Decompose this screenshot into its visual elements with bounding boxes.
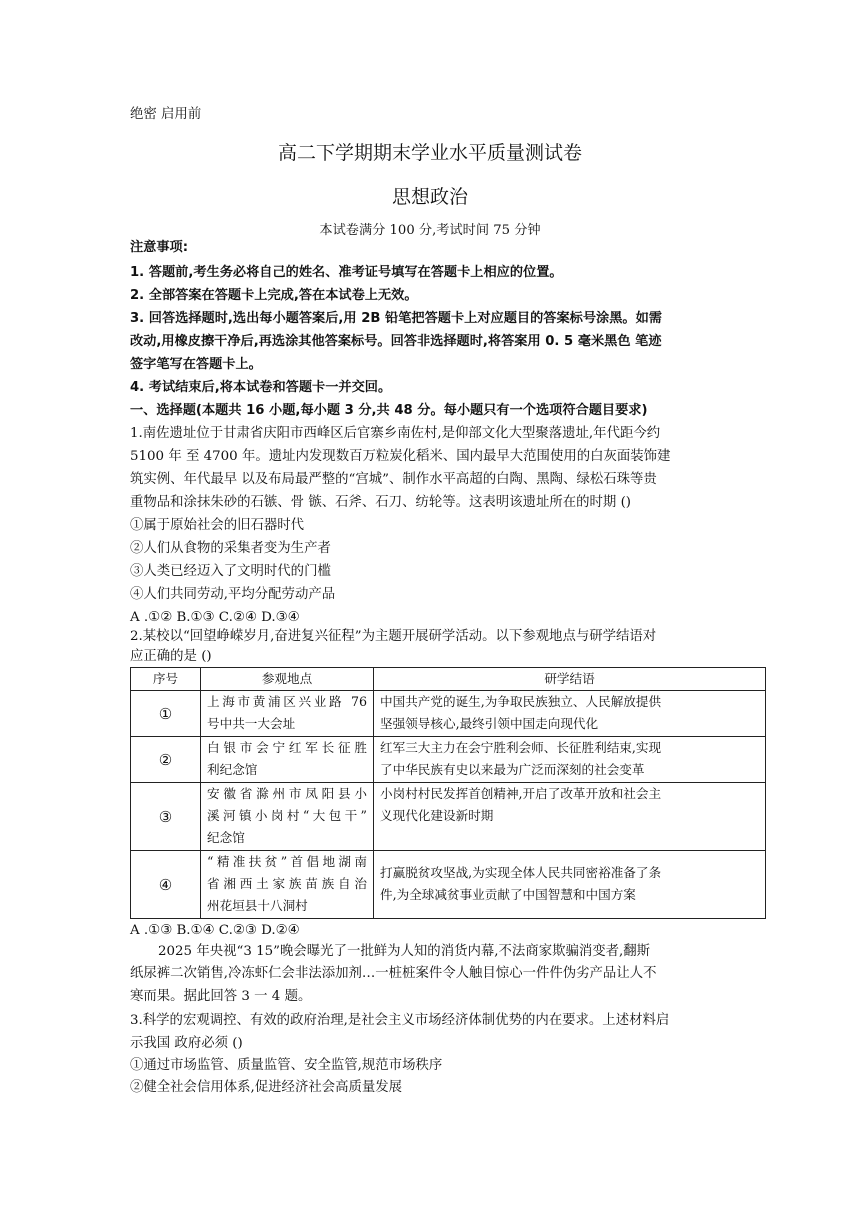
result-line: 红军三大主力在会宁胜利会师、长征胜利结束,实现	[380, 740, 662, 755]
row-number: ②	[131, 737, 201, 783]
q1-choices: A .①② B.①③ C.②④ D.③④	[130, 610, 300, 625]
notice-line: 4. 考试结束后,将本试卷和答题卡一并交回。	[130, 380, 392, 395]
table-row	[131, 851, 766, 919]
row-result	[374, 851, 766, 919]
q3-option: ②健全社会信用体系,促进经济社会高质量发展	[130, 1080, 403, 1095]
q2-choices: A .①③ B.①④ C.②③ D.②④	[130, 923, 300, 938]
table-row	[131, 691, 766, 737]
row-result	[374, 783, 766, 851]
section-heading: 一、选择题(本题共 16 小题,每小题 3 分,共 48 分。每小题只有一个选项符合题目要求)	[130, 403, 648, 418]
result-line: 小岗村村民发挥首创精神,开启了改革开放和社会主	[380, 786, 662, 801]
q1-option: ③人类已经迈入了文明时代的门槛	[130, 564, 331, 579]
notice-line: 签字笔写在答题卡上。	[130, 357, 262, 372]
place-line: 号中共一大会址	[207, 716, 296, 731]
result-line: 件,为全球减贫事业贡献了中国智慧和中国方案	[380, 887, 636, 902]
place-line: 州花垣县十八洞村	[207, 898, 308, 913]
q3-stem: 示我国 政府必须 ()	[130, 1036, 243, 1051]
material-line: 纸尿裤二次销售,冷冻虾仁会非法添加剂…一桩桩案件令人触目惊心一件件伪劣产品让人不	[130, 966, 657, 981]
exam-title: 高二下学期期末学业水平质量测试卷	[277, 142, 582, 164]
material-line: 寒而果。据此回答 3 一 4 题。	[130, 989, 312, 1004]
q2-table	[130, 667, 766, 919]
material-line: 2025 年央视“3 15”晚会曝光了一批鲜为人知的消货内幕,不法商家欺骗消变者,翻斯	[158, 944, 651, 959]
q2-stem: 应正确的是 ()	[130, 649, 212, 664]
q1-stem: 重物品和涂抹朱砂的石镞、骨 镞、石斧、石刀、纺轮等。这表明该遗址所在的时期 ()	[130, 495, 632, 510]
exam-info: 本试卷满分 100 分,考试时间 75 分钟	[319, 223, 541, 238]
notice-line: 2. 全部答案在答题卡上完成,答在本试卷上无效。	[130, 288, 418, 303]
place-line: 溪河镇小岗村“大包干”	[207, 808, 367, 823]
q1-stem: 筑实例、年代最早 以及布局最严整的“宫城”、制作水平高超的白陶、黑陶、绿松石珠等贵	[130, 472, 657, 487]
row-place	[201, 851, 374, 919]
q1-option: ②人们从食物的采集者变为生产者	[130, 541, 331, 556]
table-row	[131, 783, 766, 851]
place-line: 安徽省滁州市凤阳县小	[207, 786, 367, 801]
row-number: ④	[131, 851, 201, 919]
table-row	[131, 737, 766, 783]
subject-title: 思想政治	[391, 186, 468, 208]
row-number: ①	[131, 691, 201, 737]
place-line: 纪念馆	[207, 830, 245, 845]
q2-stem: 2.某校以“回望峥嵘岁月,奋进复兴征程”为主题开展研学活动。以下参观地点与研学结语对	[130, 629, 657, 644]
result-line: 中国共产党的诞生,为争取民族独立、人民解放提供	[380, 694, 662, 709]
q1-option: ①属于原始社会的旧石器时代	[130, 518, 305, 533]
place-line: “精准扶贫”首倡地湖南	[207, 854, 367, 869]
q1-option: ④人们共同劳动,平均分配劳动产品	[130, 587, 336, 602]
notice-line: 1. 答题前,考生务必将自己的姓名、准考证号填写在答题卡上相应的位置。	[130, 265, 563, 280]
result-line: 打赢脱贫攻坚战,为实现全体人民共同密裕准备了条	[380, 865, 662, 880]
row-result	[374, 691, 766, 737]
place-line: 上海市黄浦区兴业路 76	[207, 694, 367, 709]
notice-heading: 注意事项:	[130, 240, 189, 255]
row-number: ③	[131, 783, 201, 851]
row-place	[201, 737, 374, 783]
place-line: 白银市会宁红军长征胜	[207, 740, 367, 755]
place-line: 利纪念馆	[207, 762, 258, 777]
confidential-label: 绝密 启用前	[130, 107, 202, 122]
place-line: 省湘西土家族苗族自治	[207, 876, 367, 891]
header-number: 序号	[131, 668, 201, 691]
result-line: 坚强领导核心,最终引领中国走向现代化	[380, 716, 599, 731]
notice-line: 改动,用橡皮擦干净后,再选涂其他答案标号。回答非选择题时,将答案用 0. 5 毫米黑色 笔迹	[130, 334, 662, 349]
row-place	[201, 691, 374, 737]
row-place	[201, 783, 374, 851]
result-line: 了中华民族有史以来最为广泛而深刻的社会变革	[380, 762, 645, 777]
header-result: 研学结语	[374, 668, 766, 691]
table-header-row	[131, 668, 766, 691]
notice-line: 3. 回答选择题时,选出每小题答案后,用 2B 铅笔把答题卡上对应题目的答案标号涂黑。如需	[130, 311, 662, 326]
q1-stem: 5100 年 至 4700 年。遗址内发现数百万粒炭化稻米、国内最早大范围使用的白灰面装饰建	[130, 449, 671, 464]
result-line: 义现代化建设新时期	[380, 808, 494, 823]
row-result	[374, 737, 766, 783]
q3-option: ①通过市场监管、质量监管、安全监管,规范市场秩序	[130, 1058, 443, 1073]
header-place: 参观地点	[201, 668, 374, 691]
q3-stem: 3.科学的宏观调控、有效的政府治理,是社会主义市场经济体制优势的内在要求。上述材料启	[130, 1013, 670, 1028]
q1-stem: 1.南佐遗址位于甘肃省庆阳市西峰区后官寨乡南佐村,是仰部文化大型聚落遗址,年代距今约	[130, 426, 661, 441]
